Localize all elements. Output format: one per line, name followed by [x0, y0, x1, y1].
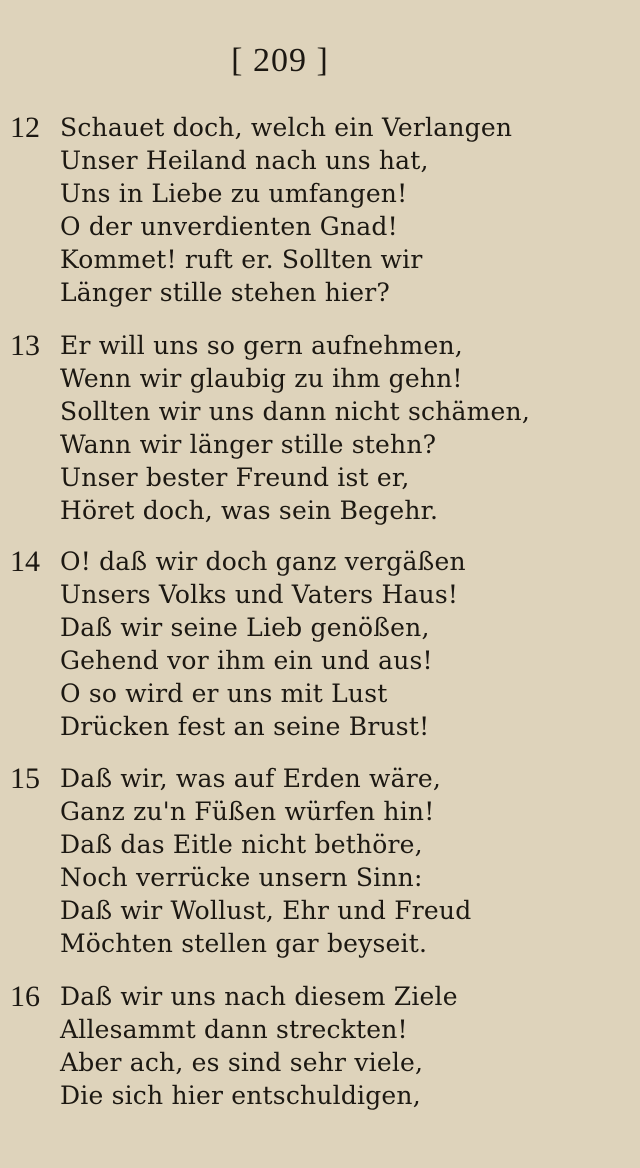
verse-line: Gehend vor ihm ein und aus!	[60, 646, 433, 675]
verse-line: O! daß wir doch ganz vergäßen	[60, 547, 466, 576]
verse-line: Daß wir uns nach diesem Ziele	[60, 982, 458, 1011]
verse-line: Höret doch, was sein Begehr.	[60, 496, 439, 525]
verse-line: Noch verrücke unsern Sinn:	[60, 863, 423, 892]
verse-line: Drücken fest an seine Brust!	[60, 712, 430, 741]
stanza-number: 12	[10, 111, 40, 144]
verse-line: Er will uns so gern aufnehmen,	[60, 331, 463, 360]
verse-line: Wenn wir glaubig zu ihm gehn!	[60, 364, 463, 393]
page-number: [ 209 ]	[231, 42, 329, 79]
stanza-number: 15	[10, 762, 40, 795]
stanza-number: 14	[10, 545, 40, 578]
verse-line: Wann wir länger stille stehn?	[60, 430, 437, 459]
verse-line: Daß wir seine Lieb genößen,	[60, 613, 430, 642]
verse-line: Daß wir Wollust, Ehr und Freud	[60, 896, 472, 925]
verse-line: Unser Heiland nach uns hat,	[60, 146, 429, 175]
verse-line: Kommet! ruft er. Sollten wir	[60, 245, 423, 274]
verse-line: Möchten stellen gar beyseit.	[60, 929, 428, 958]
verse-line: Uns in Liebe zu umfangen!	[60, 179, 408, 208]
verse-line: Allesammt dann streckten!	[60, 1015, 408, 1044]
verse-line: O der unverdienten Gnad!	[60, 212, 398, 241]
verse-line: Schauet doch, welch ein Verlangen	[60, 113, 513, 142]
verse-line: Ganz zu'n Füßen würfen hin!	[60, 797, 435, 826]
verse-line: Länger stille stehen hier?	[60, 278, 390, 307]
verse-line: Aber ach, es sind sehr viele,	[60, 1048, 424, 1077]
verse-line: Unser bester Freund ist er,	[60, 463, 410, 492]
stanza-number: 13	[10, 329, 40, 362]
verse-line: Daß das Eitle nicht bethöre,	[60, 830, 423, 859]
verse-line: O so wird er uns mit Lust	[60, 679, 388, 708]
verse-line: Unsers Volks und Vaters Haus!	[60, 580, 459, 609]
verse-line: Die sich hier entschuldigen,	[60, 1081, 421, 1110]
verse-line: Sollten wir uns dann nicht schämen,	[60, 397, 530, 426]
stanza-number: 16	[10, 980, 40, 1013]
verse-line: Daß wir, was auf Erden wäre,	[60, 764, 442, 793]
